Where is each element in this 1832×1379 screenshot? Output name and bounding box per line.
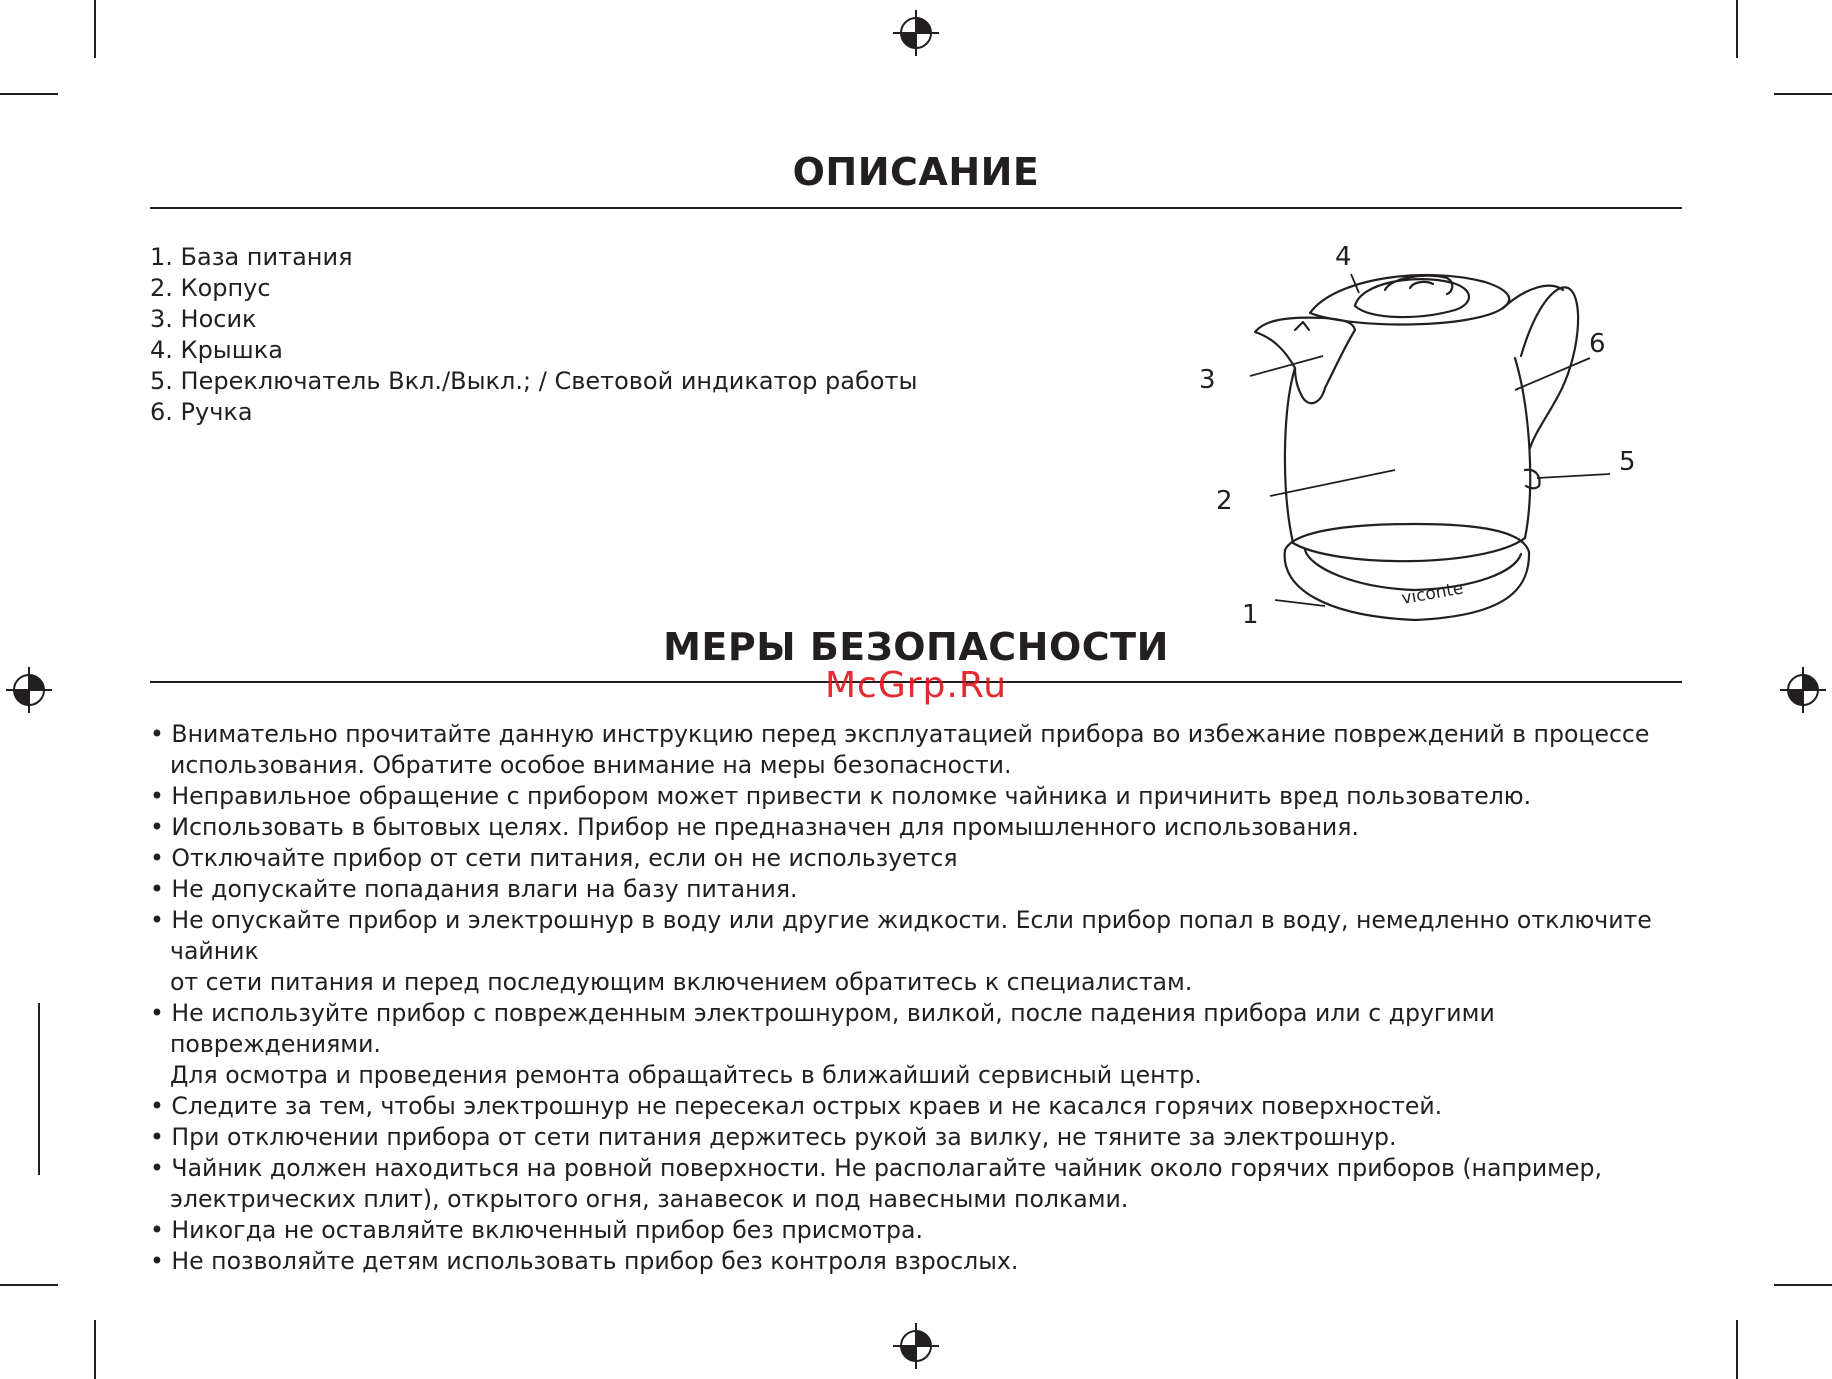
parts-list [150,242,917,428]
callout-2: 2 [1216,486,1233,516]
parts-list-item: 1. База питания [150,243,353,271]
brand-logo: viconte [1399,578,1465,609]
safety-list-item: • Не опускайте прибор и электрошнур в воду или другие жидкости. Если прибор попал в воду, немедленно отключите чайник от сети питания и перед последующим включением обратитесь к специалистам. [150,906,1652,996]
safety-list-item: • Чайник должен находиться на ровной поверхности. Не располагайте чайник около горячих приборов (например, электрических плит), открытого огня, занавесок и под навесными полками. [150,1154,1602,1213]
safety-heading: МЕРЫ БЕЗОПАСНОСТИ [663,625,1169,669]
safety-list-item: • Использовать в бытовых целях. Прибор не предназначен для промышленного использования. [150,813,1359,841]
safety-list [150,719,1690,1277]
safety-list-item: • Не позволяйте детям использовать прибор без контроля взрослых. [150,1247,1019,1275]
safety-list-item: • Неправильное обращение с прибором может привести к поломке чайника и причинить вред пользователю. [150,782,1532,810]
callout-3: 3 [1199,365,1216,395]
crop-mark [1736,1320,1738,1379]
registration-mark-bottom [893,1323,939,1369]
crop-mark [1774,93,1832,95]
parts-list-item: 4. Крышка [150,336,283,364]
safety-list-item: • Внимательно прочитайте данную инструкцию перед эксплуатацией прибора во избежание повреждений в процессе использования. Обратите особое внимание на меры безопасности. [150,720,1650,779]
kettle-diagram [1185,238,1645,658]
callout-4: 4 [1335,242,1352,272]
safety-list-item: • Отключайте прибор от сети питания, если он не используется [150,844,958,872]
parts-list-item: 5. Переключатель Вкл./Выкл.; / Световой индикатор работы [150,367,918,395]
crop-mark [1774,1284,1832,1286]
kettle-drawing [1185,238,1645,658]
parts-list-item: 2. Корпус [150,274,271,302]
crop-mark [1736,0,1738,58]
parts-list-item: 6. Ручка [150,398,253,426]
crop-mark [94,1320,96,1379]
description-rule [150,207,1682,209]
callout-6: 6 [1589,329,1606,359]
registration-mark-top [893,10,939,56]
crop-mark [0,1284,58,1286]
safety-list-item: • Никогда не оставляйте включенный прибор без присмотра. [150,1216,923,1244]
safety-list-item: • При отключении прибора от сети питания держитесь рукой за вилку, не тяните за электрошнур. [150,1123,1397,1151]
safety-list-item: • Не допускайте попадания влаги на базу питания. [150,875,798,903]
safety-list-item: • Не используйте прибор с поврежденным электрошнуром, вилкой, после падения прибора или с другими повреждениями. Для осмотра и проведения ремонта обращайтесь в ближайший сервисный центр. [150,999,1495,1089]
crop-mark [94,0,96,58]
callout-1: 1 [1242,600,1259,630]
callout-5: 5 [1619,447,1636,477]
crop-mark [0,93,58,95]
parts-list-item: 3. Носик [150,305,257,333]
description-heading: ОПИСАНИЕ [792,150,1040,194]
watermark: McGrp.Ru [824,665,1008,706]
safety-list-item: • Следите за тем, чтобы электрошнур не пересекал острых краев и не касался горячих поверхностей. [150,1092,1443,1120]
fold-mark [38,1003,40,1175]
